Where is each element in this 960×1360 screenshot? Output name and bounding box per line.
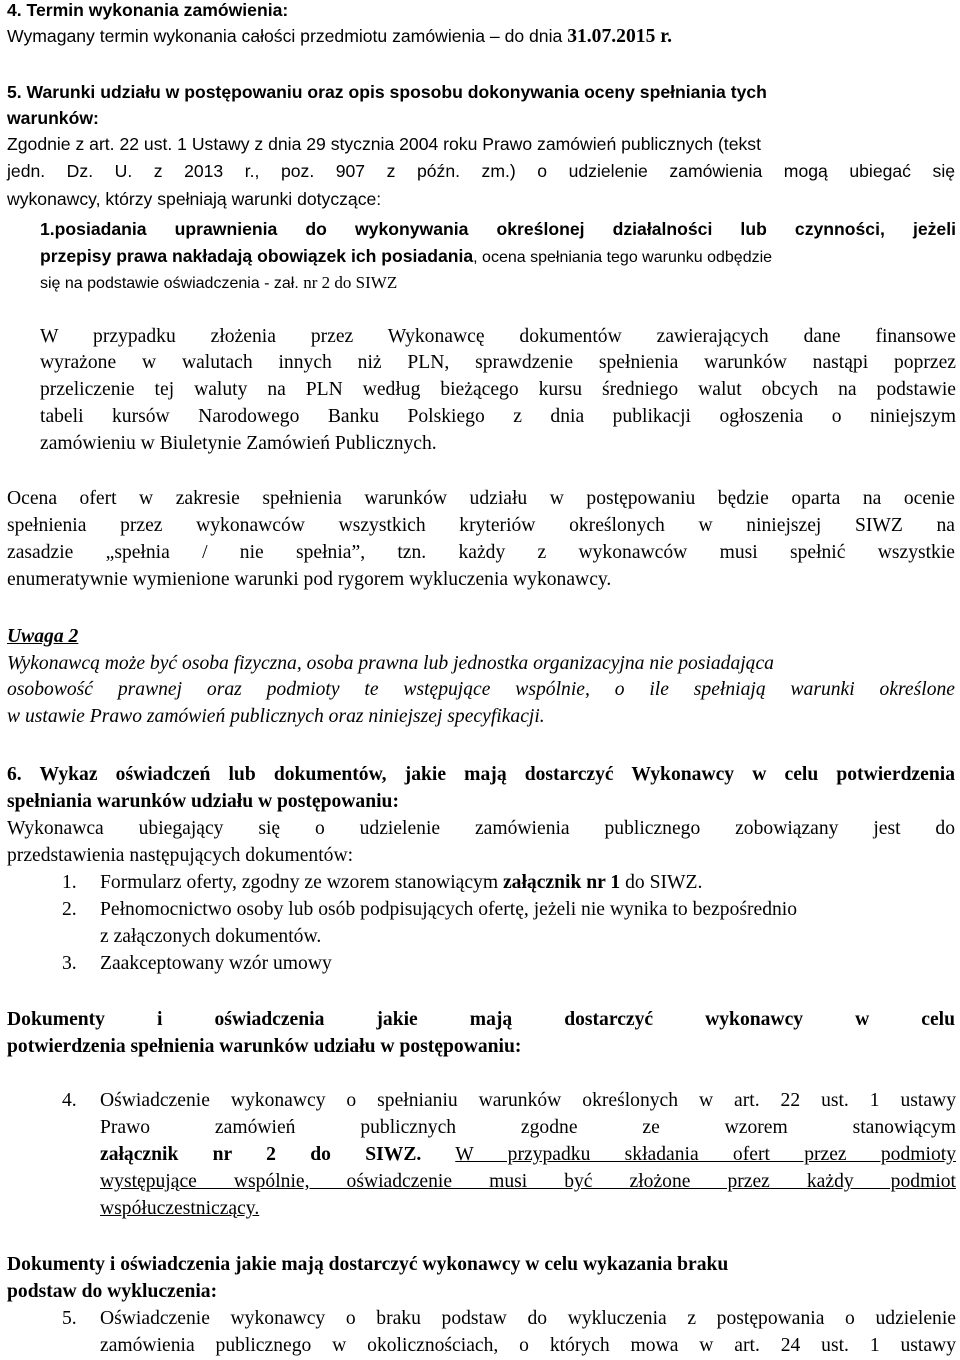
condition-1-line-3: się na podstawie oświadczenia - zał. nr 2 do SIWZ	[40, 273, 398, 292]
list-item-1-number: 1.	[62, 872, 77, 893]
currency-line-3: przeliczenie tej waluty na PLN według bieżącego kursu średniego walut obcych na podstawie	[40, 379, 956, 400]
evaluation-line-3: zasadzie „spełnia / nie spełnia”, tzn. każdy z wykonawców musi spełnić wszystkie	[7, 542, 955, 563]
list-item-2-line-2: z załączonych dokumentów.	[100, 926, 322, 947]
section-6-intro-1: Wykonawca ubiegający się o udzielenie zamówienia publicznego zobowiązany jest do	[7, 818, 955, 839]
documents-heading-1: Dokumenty i oświadczenia jakie mają dostarczyć wykonawcy w celu	[7, 1009, 955, 1030]
section-6-intro-2: przedstawienia następujących dokumentów:	[7, 845, 354, 866]
list-item-3: Zaakceptowany wzór umowy	[100, 953, 332, 974]
section-5-line-3: wykonawcy, którzy spełniają warunki dotyczące:	[7, 189, 382, 209]
evaluation-line-1: Ocena ofert w zakresie spełnienia warunków udziału w postępowaniu będzie oparta na ocenie	[7, 488, 955, 509]
law-reference: jedn. Dz. U. z 2013 r., poz. 907 z późn. zm.	[7, 161, 510, 181]
list-item-5-line-2: zamówienia publicznego w okolicznościach, o których mowa w art. 24 ust. 1 ustawy	[100, 1335, 956, 1356]
evaluation-line-4: enumeratywnie wymienione warunki pod rygorem wykluczenia wykonawcy.	[7, 569, 612, 590]
currency-line-2: wyrażone w walutach innych niż PLN, sprawdzenie spełnienia warunków nastąpi poprzez	[40, 352, 956, 373]
list-item-4-number: 4.	[62, 1090, 77, 1111]
section-6-heading: 6. Wykaz oświadczeń lub dokumentów, jakie mają dostarczyć Wykonawcy w celu potwierdzenia	[7, 764, 955, 785]
list-item-4-line-1: Oświadczenie wykonawcy o spełnianiu warunków określonych w art. 22 ust. 1 ustawy	[100, 1090, 956, 1111]
section-6-heading-cont: spełniania warunków udziału w postępowaniu:	[7, 791, 399, 812]
note-2-line-1: Wykonawcą może być osoba fizyczna, osoba prawna lub jednostka organizacyjna nie posiadająca	[7, 653, 774, 674]
list-item-1: Formularz oferty, zgodny ze wzorem stanowiącym załącznik nr 1 do SIWZ.	[100, 872, 703, 893]
list-item-4-line-4: występujące wspólnie, oświadczenie musi być złożone przez każdy podmiot	[100, 1171, 956, 1192]
currency-line-1: W przypadku złożenia przez Wykonawcę dokumentów zawierających dane finansowe	[40, 326, 956, 347]
documents-heading-2: potwierdzenia spełnienia warunków udziału w postępowaniu:	[7, 1036, 522, 1057]
note-2-line-2: osobowość prawnej oraz podmioty te wstępujące wspólnie, o ile spełniają warunki określone	[7, 679, 955, 700]
section-5-line-2: jedn. Dz. U. z 2013 r., poz. 907 z późn. zm.) o udzielenie zamówienia mogą ubiegać się	[7, 161, 956, 181]
list-item-4-line-2: Prawo zamówień publicznych zgodne ze wzorem stanowiącym	[100, 1117, 956, 1138]
currency-line-5: zamówieniu w Biuletynie Zamówień Publicznych.	[40, 433, 437, 454]
condition-1-line-2: przepisy prawa nakładają obowiązek ich posiadania, ocena spełniania tego warunku odbędzie	[40, 246, 773, 266]
section-5-heading-cont: warunków:	[7, 108, 99, 128]
evaluation-line-2: spełnienia przez wykonawców wszystkich kryteriów określonych w niniejszej SIWZ na	[7, 515, 955, 536]
list-item-5-number: 5.	[62, 1308, 77, 1329]
section-4-deadline	[7, 23, 672, 50]
list-item-3-number: 3.	[62, 953, 77, 974]
section-5-line-1: Zgodnie z art. 22 ust. 1 Ustawy z dnia 29 stycznia 2004 roku Prawo zamówień publicznych (tekst	[7, 134, 761, 154]
list-item-5-line-1: Oświadczenie wykonawcy o braku podstaw do wykluczenia z postępowania o udzielenie	[100, 1308, 956, 1329]
list-item-4-line-3: załącznik nr 2 do SIWZ. W przypadku składania ofert przez podmioty	[100, 1144, 956, 1165]
list-item-2-line-1: Pełnomocnictwo osoby lub osób podpisujących ofertę, jeżeli nie wynika to bezpośrednio	[100, 899, 798, 920]
currency-line-4: tabeli kursów Narodowego Banku Polskiego z dnia publikacji ogłoszenia o niniejszym	[40, 406, 956, 427]
list-item-2-number: 2.	[62, 899, 77, 920]
section-4-heading: 4. Termin wykonania zamówienia:	[7, 0, 289, 20]
section-5-heading: 5. Warunki udziału w postępowaniu oraz opis sposobu dokonywania oceny spełniania tych	[7, 82, 767, 102]
deadline-date: 31.07.2015 r.	[567, 26, 673, 47]
note-2-line-3: w ustawie Prawo zamówień publicznych oraz niniejszej specyfikacji.	[7, 706, 545, 727]
condition-1-line-1: 1.posiadania uprawnienia do wykonywania określonej działalności lub czynności, jeżeli	[40, 219, 956, 239]
exclusion-heading-1: Dokumenty i oświadczenia jakie mają dostarczyć wykonawcy w celu wykazania braku	[7, 1254, 729, 1275]
exclusion-heading-2: podstaw do wykluczenia:	[7, 1281, 218, 1302]
list-item-4-line-5: współuczestniczący.	[100, 1198, 260, 1219]
note-2-title: Uwaga 2	[7, 626, 79, 647]
deadline-text: Wymagany termin wykonania całości przedmiotu zamówienia – do dnia	[7, 26, 568, 46]
